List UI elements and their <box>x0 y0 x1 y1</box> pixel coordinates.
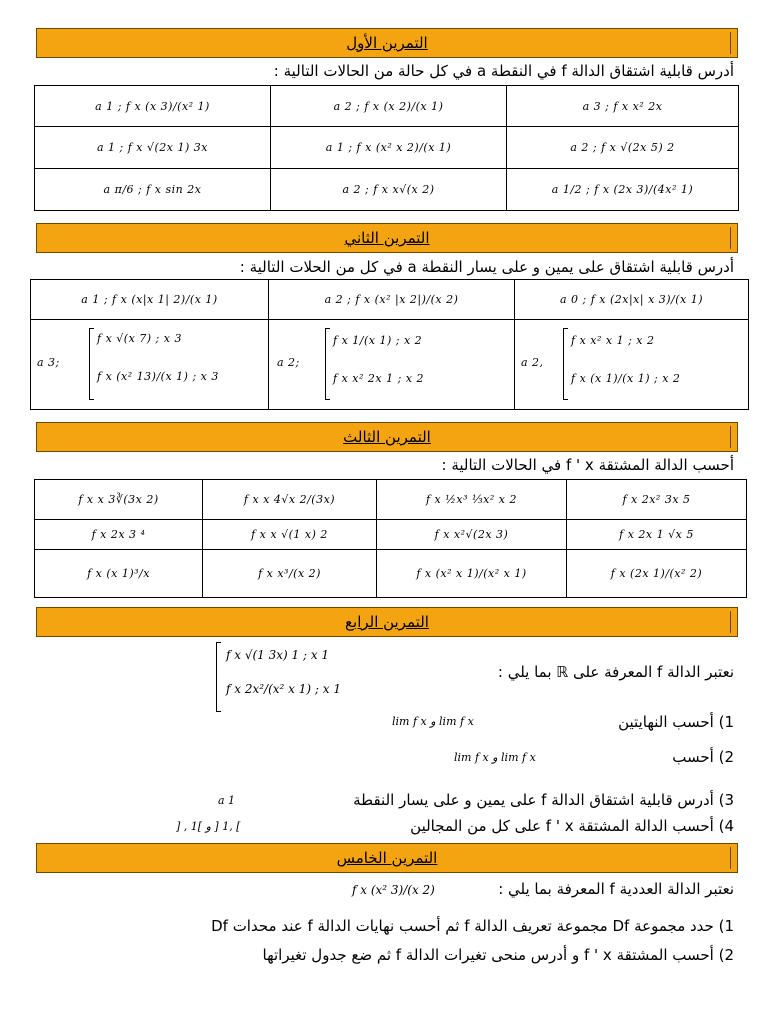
ex5-question-1: 1) حدد مجموعة Df مجموعة تعريف الدالة f ثم أحسب نهايات الدالة f عند محدات Df <box>211 917 734 935</box>
ex2-piecewise-cell <box>515 320 749 410</box>
ex3-cell: f x x²√(2x 3) <box>377 520 567 550</box>
ex2-piecewise-cell <box>31 320 269 410</box>
exercise-3-title <box>36 422 738 452</box>
ex4-question-4-math: ] , 1[ و ] 1, [ <box>176 820 241 833</box>
ex4-question-1-math: lim f x و lim f x <box>392 715 474 728</box>
exercise-2-title <box>36 223 738 253</box>
left-brace <box>563 328 568 400</box>
ex3-cell: f x ½x³ ⅓x² x 2 <box>377 480 567 520</box>
piecewise-label: a 3; <box>37 356 60 369</box>
ex2-cell: a 1 ; f x (x|x 1| 2)/(x 1) <box>31 280 269 320</box>
exercise-3-table <box>34 479 747 598</box>
ex4-question-2-math: lim f x و lim f x <box>454 751 536 764</box>
exercise-4-intro: نعتبر الدالة f المعرفة على ℝ بما يلي : <box>497 663 734 681</box>
ex5-function-definition: f x (x² 3)/(x 2) <box>352 883 435 897</box>
ex3-cell: f x (2x 1)/(x² 2) <box>567 550 747 598</box>
ex1-cell: a 2 ; f x √(2x 5) 2 <box>507 127 739 169</box>
ex1-cell: a 1/2 ; f x (2x 3)/(4x² 1) <box>507 169 739 211</box>
left-brace <box>325 328 330 400</box>
piecewise-label: a 2; <box>277 356 300 369</box>
exercise-1-title-text: التمرين الأول <box>346 34 428 52</box>
ex3-cell: f x x 3∛(3x 2) <box>35 480 203 520</box>
exercise-2-table <box>30 279 749 410</box>
ex3-cell: f x x √(1 x) 2 <box>203 520 377 550</box>
ex1-cell: a 1 ; f x (x 3)/(x² 1) <box>35 86 271 127</box>
ex1-cell: a 2 ; f x x√(x 2) <box>271 169 507 211</box>
exercise-1-table <box>34 85 739 211</box>
ex3-cell: f x 2x 3 ⁴ <box>35 520 203 550</box>
exercise-4-title-text: التمرين الرابع <box>345 613 429 631</box>
exercise-2-title-text: التمرين الثاني <box>344 229 430 247</box>
ex3-cell: f x x³/(x 2) <box>203 550 377 598</box>
left-brace <box>216 642 221 712</box>
ex4-question-2: 2) أحسب <box>672 748 734 766</box>
piecewise-label: a 2, <box>521 356 544 369</box>
ex3-cell: f x (x² x 1)/(x² x 1) <box>377 550 567 598</box>
left-brace <box>89 328 94 400</box>
exercise-2-instruction: أدرس قابلية اشتقاق على يمين و على يسار النقطة a في كل من الحلات التالية : <box>239 258 734 276</box>
ex5-question-2: 2) أحسب المشتقة f ' x و أدرس منحى تغيرات الدالة f ثم ضع جدول تغيراتها <box>262 946 734 964</box>
piecewise-line-2: f x (x 1)/(x 1) ; x 2 <box>571 372 681 385</box>
piecewise-line-2: f x (x² 13)/(x 1) ; x 3 <box>97 370 219 383</box>
piecewise-line-1: f x 1/(x 1) ; x 2 <box>333 334 423 347</box>
ex3-cell: f x 2x 1 √x 5 <box>567 520 747 550</box>
banner-divider <box>730 426 731 448</box>
piecewise-line-2: f x x² 2x 1 ; x 2 <box>333 372 424 385</box>
exercise-4-title <box>36 607 738 637</box>
ex2-cell: a 2 ; f x (x² |x 2|)/(x 2) <box>269 280 515 320</box>
ex1-cell: a 3 ; f x x² 2x <box>507 86 739 127</box>
ex2-cell: a 0 ; f x (2x|x| x 3)/(x 1) <box>515 280 749 320</box>
ex4-question-3: 3) أدرس قابلية اشتقاق الدالة f على يمين و على يسار النقطة <box>353 791 734 809</box>
ex2-piecewise-cell <box>269 320 515 410</box>
exercise-1-instruction: أدرس قابلية اشتقاق الدالة f في النقطة a في كل حالة من الحالات التالية : <box>273 62 734 80</box>
banner-divider <box>730 847 731 869</box>
ex4-question-1: 1) أحسب النهايتين <box>618 713 734 731</box>
exercise-3-instruction: أحسب الدالة المشتقة f ' x في الحالات التالية : <box>441 456 734 474</box>
exercise-5-intro: نعتبر الدالة العددية f المعرفة بما يلي : <box>498 880 734 898</box>
ex3-cell: f x 2x² 3x 5 <box>567 480 747 520</box>
ex1-cell: a π/6 ; f x sin 2x <box>35 169 271 211</box>
ex4-question-4: 4) أحسب الدالة المشتقة f ' x على كل من المجالين <box>410 817 734 835</box>
ex1-cell: a 1 ; f x √(2x 1) 3x <box>35 127 271 169</box>
ex1-cell: a 2 ; f x (x 2)/(x 1) <box>271 86 507 127</box>
ex3-cell: f x (x 1)³/x <box>35 550 203 598</box>
piecewise-line-1: f x √(x 7) ; x 3 <box>97 332 182 345</box>
piecewise-line-2: f x 2x²/(x² x 1) ; x 1 <box>226 682 341 696</box>
ex4-question-3-math: a 1 <box>218 794 236 807</box>
piecewise-line-1: f x √(1 3x) 1 ; x 1 <box>226 648 330 662</box>
exercise-1-title <box>36 28 738 58</box>
ex3-cell: f x x 4√x 2/(3x) <box>203 480 377 520</box>
exercise-5-title-text: التمرين الخامس <box>336 849 438 867</box>
banner-divider <box>730 611 731 633</box>
piecewise-line-1: f x x² x 1 ; x 2 <box>571 334 655 347</box>
banner-divider <box>730 227 731 249</box>
banner-divider <box>730 32 731 54</box>
ex1-cell: a 1 ; f x (x² x 2)/(x 1) <box>271 127 507 169</box>
exercise-3-title-text: التمرين الثالث <box>343 428 431 446</box>
exercise-5-title <box>36 843 738 873</box>
